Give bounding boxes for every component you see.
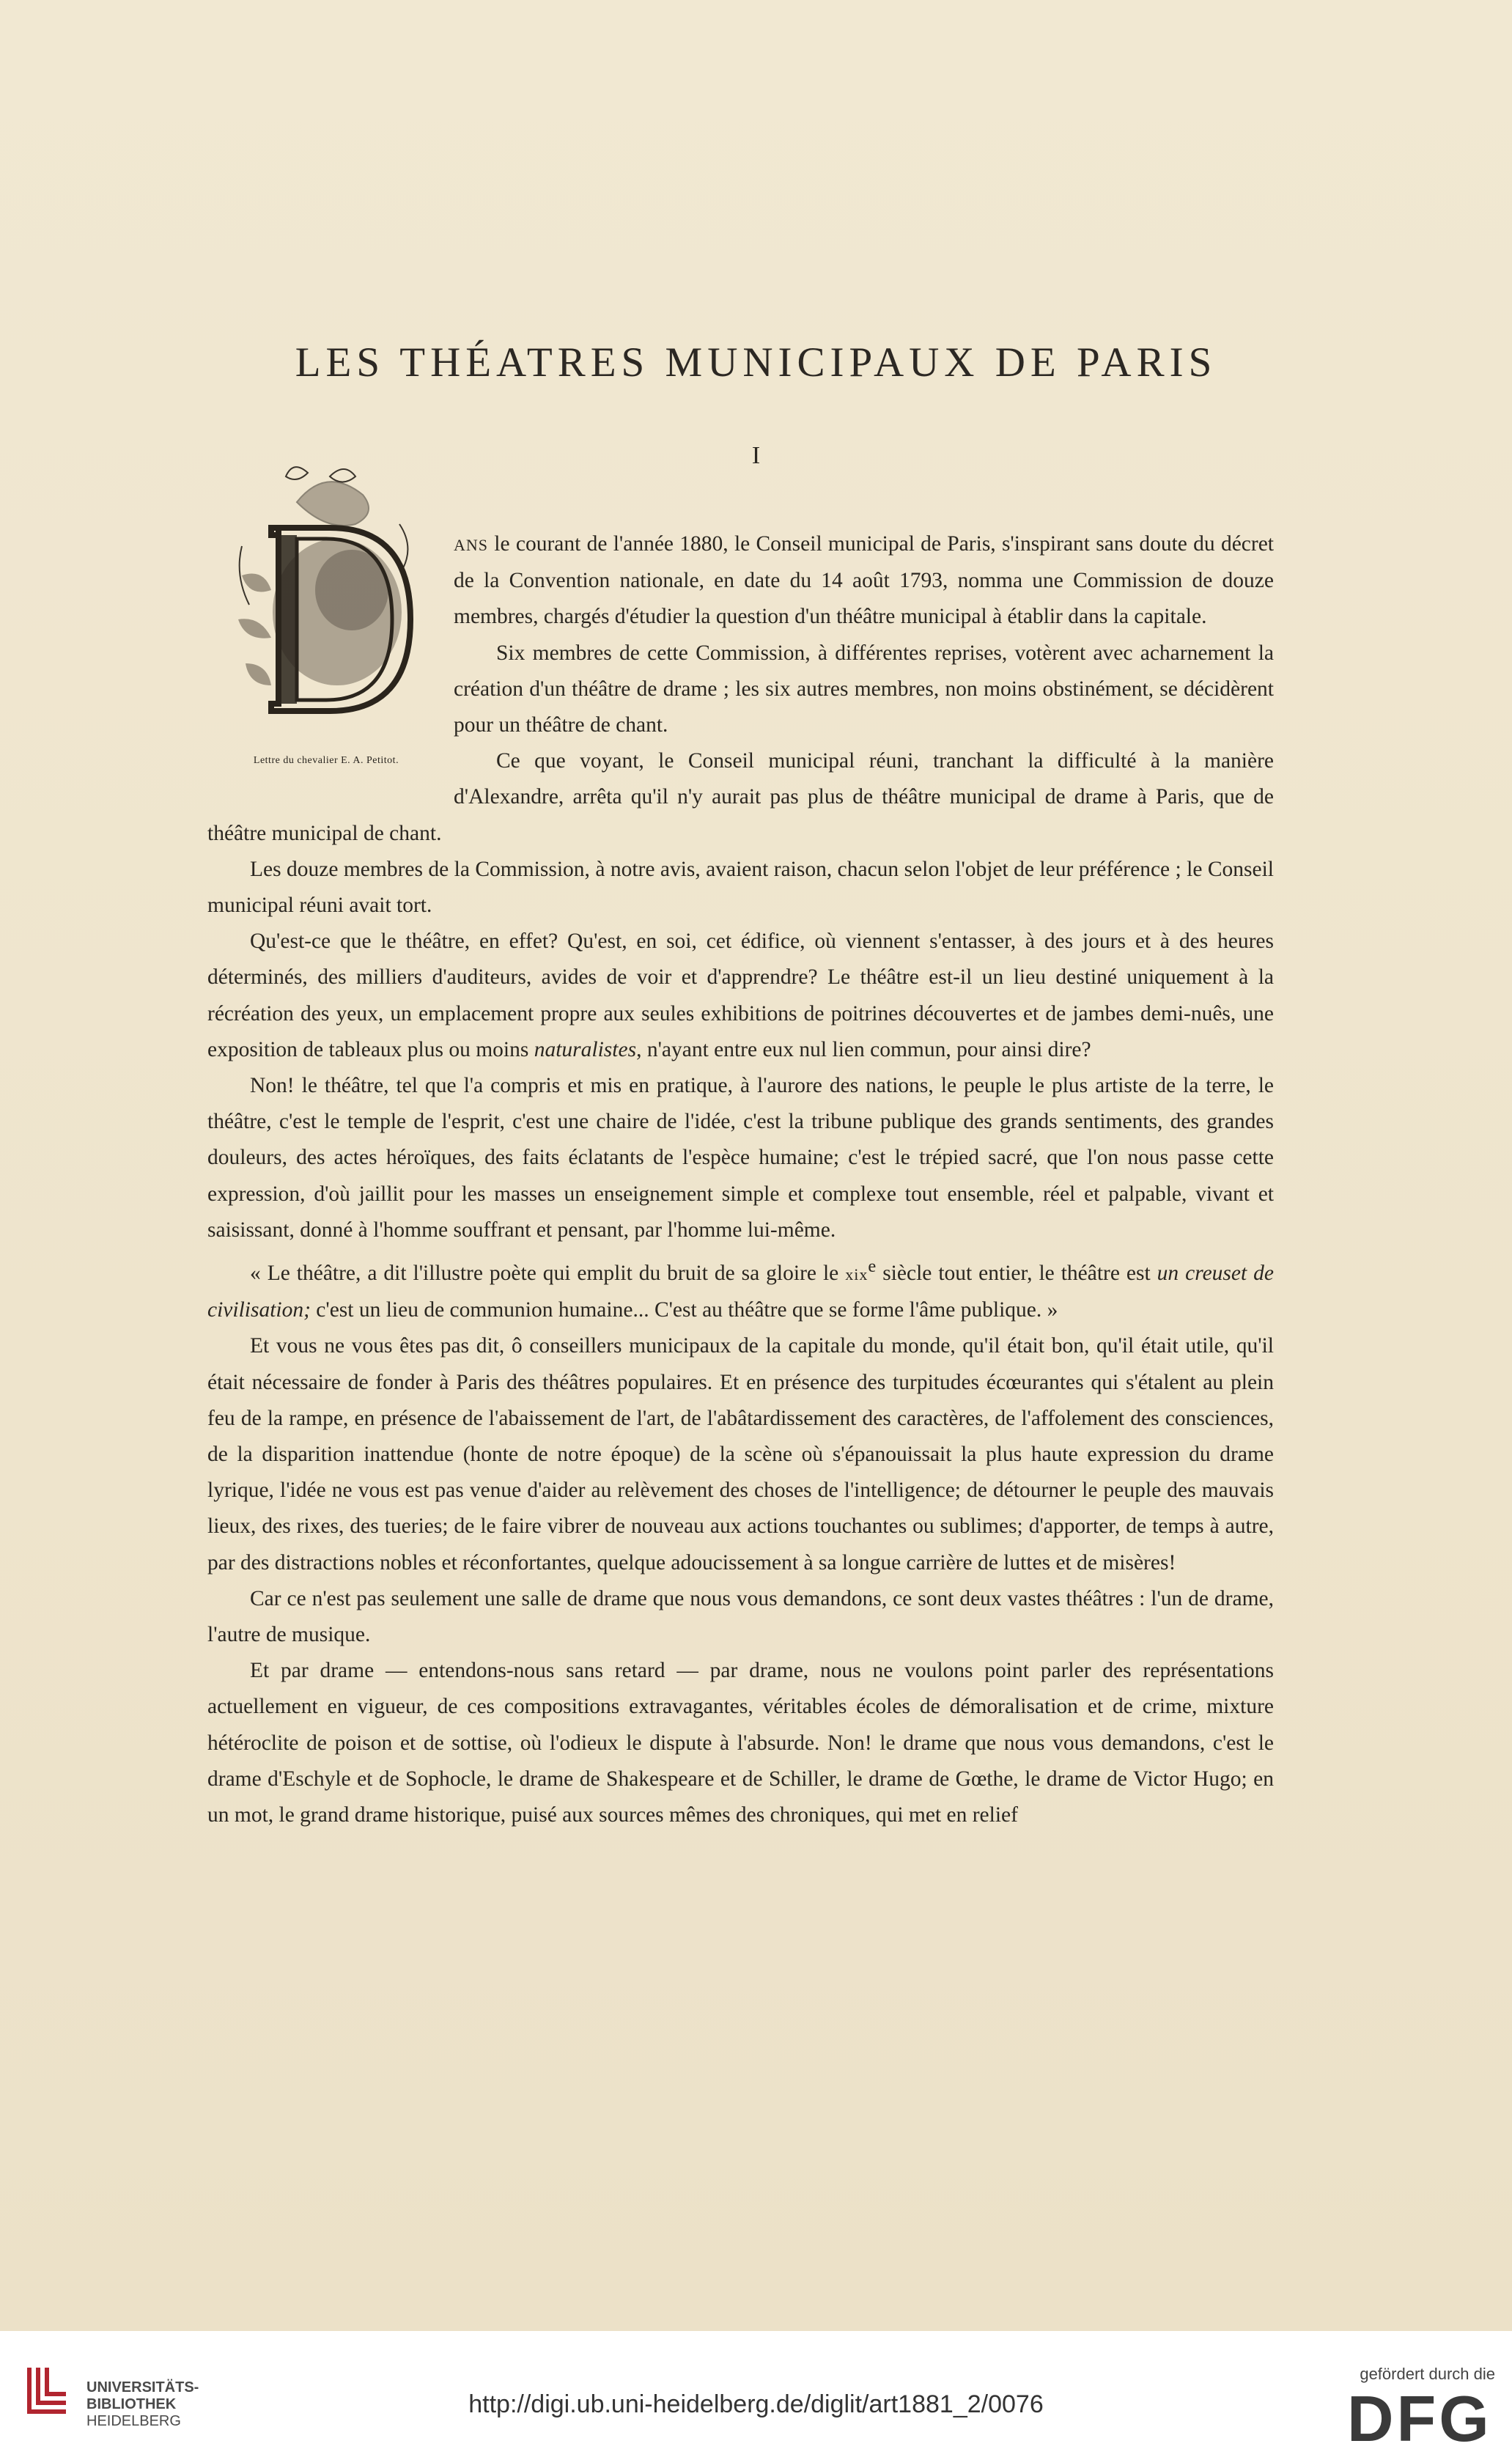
paragraph: Les douze membres de la Commission, à notre avis, avaient raison, chacun selon l'objet de leur préférence ; le Conseil municipal réuni avait tort.: [207, 857, 1274, 918]
dropcap-spacer: [207, 526, 454, 786]
article-body: [207, 526, 1274, 1833]
paragraph-text: Qu'est-ce que le théâtre, en effet? Qu'est, en soi, cet édifice, où viennent s'entasser, à des jours et à des heures déterminés, des milliers d'auditeurs, avides de voir et d'apprendre? Le théâtre est-il un lieu destiné uniquement à la récréation des yeux, un emplacement propre aux seules exhibitions de poitrines découvertes et de jambes demi-nuês, une exposition de tableaux plus ou moins: [207, 929, 1274, 1061]
paragraph-text: c'est un lieu de communion humaine... C'est au théâtre que se forme l'âme publique. »: [310, 1298, 1058, 1322]
paragraph-text: , n'ayant entre eux nul lien commun, pour ainsi dire?: [636, 1037, 1091, 1061]
funded-by-label: gefördert durch die: [1360, 2365, 1495, 2383]
italic-text: naturalistes: [534, 1037, 637, 1061]
paragraph: Car ce n'est pas seulement une salle de drame que nous vous demandons, ce sont deux vastes théâtres : l'un de drame, l'autre de musique.: [207, 1586, 1274, 1646]
library-name-line: BIBLIOTHEK: [86, 2396, 177, 2412]
paragraph-text: le courant de l'année 1880, le Conseil municipal de Paris, s'inspirant sans doute du décret de la Convention nationale, en date du 14 août 1793, nomma une Commission de douze membres, chargés d'étudier la question d'un théâtre municipal à établir dans la capitale.: [454, 532, 1274, 629]
paragraph: [207, 1248, 1274, 1328]
paragraph: Ce que voyant, le Conseil municipal réuni, tranchant la difficulté à la manière d'Alexandre, arrêta qu'il n'y aurait pas plus de théâtre municipal de drame à Paris, que de théâtre municipal de chant.: [207, 749, 1274, 845]
paragraph: Six membres de cette Commission, à différentes reprises, votèrent avec acharnement la création d'un théâtre de drame ; les six autres membres, non moins obstinément, se décidèrent pour un théâtre de chant.: [454, 641, 1274, 737]
paragraph: Et vous ne vous êtes pas dit, ô conseillers municipaux de la capitale du monde, qu'il était bon, qu'il était utile, qu'il était nécessaire de fonder à Paris des théâtres populaires. Et en présence des turpitudes écœurantes qui s'étalent au plein feu de la rampe, en présence de l'abaissement de l'art, de l'abâtardissement des caractères, de l'affolement des consciences, de la disparition inattendue (honte de notre époque) de la scène où s'épanouissait la plus haute expression du drame lyrique, l'idée ne vous est pas venue d'aider au relèvement des choses de l'intelligence; de détourner le peuple des mauvais lieux, des rixes, des tueries; de le faire vibrer de nouveau aux actions touchantes ou sublimes; d'apporter, de temps à autre, par des distractions nobles et réconfortantes, quelque adoucissement à sa longue carrière de luttes et de misères!: [207, 1334, 1274, 1575]
article-title: LES THÉATRES MUNICIPAUX DE PARIS: [295, 339, 1217, 386]
dfg-logo: DFG: [1347, 2382, 1492, 2455]
superscript: e: [868, 1256, 877, 1277]
footer-bar: [0, 2331, 1512, 2460]
illustration-caption: Lettre du chevalier E. A. Petitot.: [253, 755, 399, 766]
section-number: I: [751, 442, 761, 469]
library-name-line: HEIDELBERG: [86, 2413, 181, 2429]
paragraph: Et par drame — entendons-nous sans retard — par drame, nous ne voulons point parler des représentations actuellement en vigueur, de ces compositions extravagantes, véritables écoles de démoralisation et de crime, mixture hétéroclite de poison et de sottise, où l'odieux le dispute à l'absurde. Non! le drame que nous vous demandons, c'est le drame d'Eschyle et de Sophocle, le drame de Shakespeare et de Schiller, le drame de Gœthe, le drame de Victor Hugo; en un mot, le grand drame historique, puisé aux sources mêmes des chroniques, qui met en relief: [207, 1659, 1274, 1827]
paragraph: Non! le théâtre, tel que l'a compris et mis en pratique, à l'aurore des nations, le peuple le plus artiste de la terre, le théâtre, c'est le temple de l'esprit, c'est une chaire de l'idée, c'est la tribune publique des grands sentiments, des grandes douleurs, des actes héroïques, des faits éclatants de l'espèce humaine; c'est le trépied sacré, que l'on nous passe cette expression, d'où jaillit pour les masses un enseignement simple et complexe tout ensemble, réel et palpable, vivant et saisissant, donné à l'homme souffrant et pensant, par l'homme lui-même.: [207, 1074, 1274, 1242]
lead-small-caps: ANS: [454, 536, 489, 554]
paragraph: [207, 924, 1274, 1068]
paragraph-text: « Le théâtre, a dit l'illustre poète qui emplit du bruit de sa gloire le: [250, 1261, 846, 1285]
source-url-link[interactable]: http://digi.ub.uni-heidelberg.de/diglit/art1881_2/0076: [468, 2390, 1044, 2418]
century-small-caps: xix: [845, 1264, 869, 1284]
library-name-line: UNIVERSITÄTS-: [86, 2379, 199, 2395]
italic-text: un creuset de civilisation;: [207, 1261, 1275, 1322]
paragraph-text: siècle tout entier, le théâtre est: [876, 1261, 1157, 1285]
